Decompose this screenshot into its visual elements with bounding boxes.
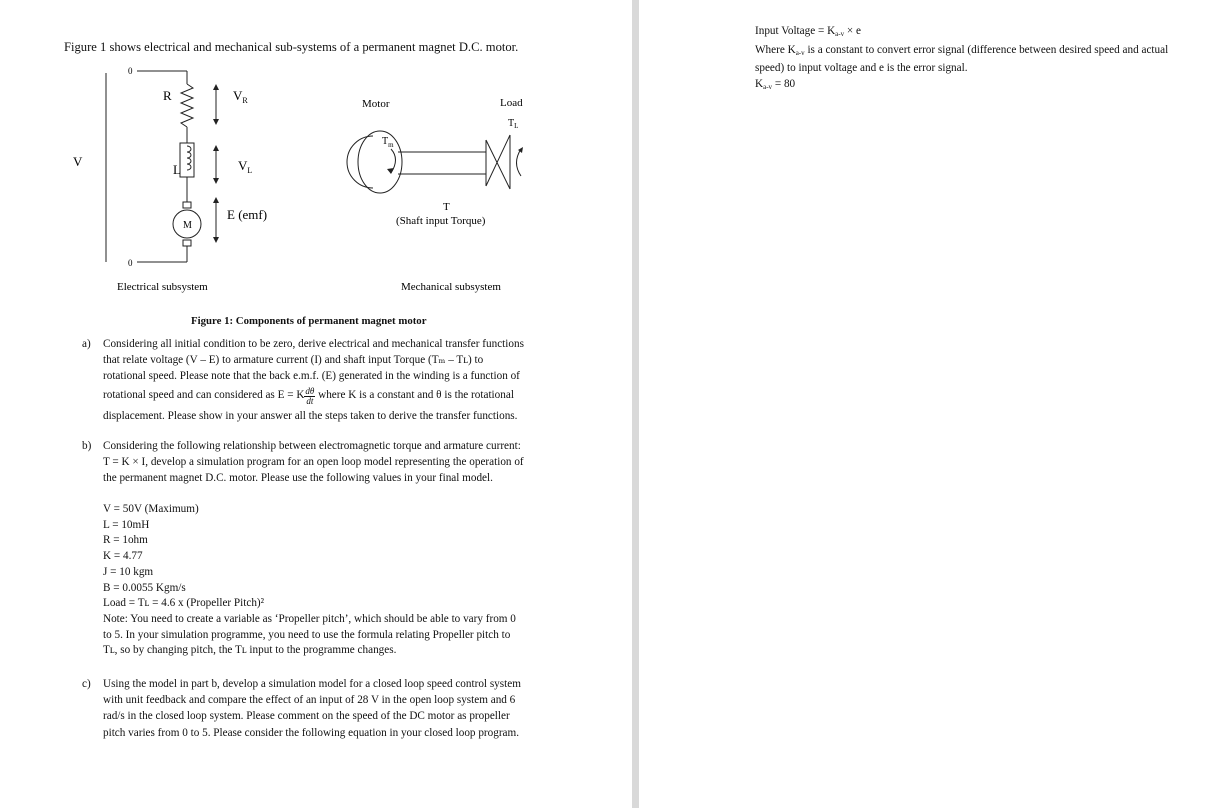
figure-caption: Figure 1: Components of permanent magnet motor <box>191 315 427 327</box>
question-b-line-3: the permanent magnet D.C. motor. Please use the following values in your final model. <box>103 472 493 485</box>
intro-text: Figure 1 shows electrical and mechanical sub-systems of a permanent magnet D.C. motor. <box>64 40 519 54</box>
term-bottom: 0 <box>128 258 133 268</box>
constant-explanation-line-2: speed) to input voltage and e is the error signal. <box>755 62 968 75</box>
question-c-line-4: pitch varies from 0 to 5. Please consider the following equation in your closed loop program. <box>103 726 520 739</box>
closed-loop-equation-block <box>755 24 1215 95</box>
question-c-line-2: with unit feedback and compare the effect of an input of 28 V in the open loop system and 6 <box>103 694 516 707</box>
param-r: R = 1ohm <box>103 534 148 547</box>
vr-label: $V_R$ <box>233 88 248 105</box>
document-page-right <box>639 0 1230 808</box>
tm-label: $T_m$ <box>382 136 394 149</box>
note-line-3: Tʟ, so by changing pitch, the Tʟ input to the programme changes. <box>103 644 397 657</box>
param-l: L = 10mH <box>103 518 150 531</box>
param-b: B = 0.0055 Kgm/s <box>103 581 186 594</box>
note-line-1: Note: You need to create a variable as ‘Propeller pitch’, which should be able to vary from 0 <box>103 612 516 625</box>
dtheta-dt-fraction: $\frac{d\theta}{dt}$ <box>305 385 315 406</box>
motor-label: Motor <box>362 98 390 110</box>
tl-label: $T_L$ <box>508 118 519 130</box>
question-a <box>82 336 562 424</box>
param-j: J = 10 kgm <box>103 565 154 578</box>
question-a-line-4: rotational speed and can considered as E = K $\frac{d\theta}{dt}$ where K is a constant and θ is the rotational <box>103 385 514 406</box>
constant-value: $K_{a-v} = 80$ <box>755 77 796 91</box>
vl-label: $V_L$ <box>238 158 253 175</box>
param-v: V = 50V (Maximum) <box>103 503 199 515</box>
question-c-line-3: rad/s in the closed loop system. Please comment on the speed of the DC motor as propeller <box>103 710 510 723</box>
question-c <box>82 676 562 741</box>
question-a-line-1: Considering all initial condition to be zero, derive electrical and mechanical transfer functions <box>103 338 524 350</box>
question-b-label: b) <box>82 440 92 452</box>
r-label: R <box>163 88 172 103</box>
load-label: Load <box>500 97 523 109</box>
question-b <box>82 438 562 487</box>
motor-figure <box>0 0 632 300</box>
question-b-line-2: T = K × I, develop a simulation program for an open loop model representing the operation of <box>103 456 524 469</box>
note-line-2: to 5. In your simulation programme, you need to use the formula relating Propeller pitch to <box>103 628 511 641</box>
param-load: Load = Tʟ = 4.6 x (Propeller Pitch)² <box>103 597 265 610</box>
shaft-label: (Shaft input Torque) <box>396 215 486 227</box>
parameter-list <box>103 502 516 659</box>
input-voltage-equation: Input Voltage = $K_{a-v} \times e$ <box>755 25 861 38</box>
constant-explanation-line-1: Where $K_{a-v}$ is a constant to convert error signal (difference between desired speed and actual <box>755 43 1169 57</box>
v-label: V <box>73 154 83 169</box>
t-label: T <box>443 201 450 213</box>
term-top: 0 <box>128 66 133 76</box>
question-c-label: c) <box>82 678 91 690</box>
electrical-subsystem-label: Electrical subsystem <box>117 281 208 293</box>
question-c-line-1: Using the model in part b, develop a simulation model for a closed loop speed control system <box>103 678 521 690</box>
param-k: K = 4.77 <box>103 550 143 563</box>
emf-label: E (emf) <box>227 207 268 222</box>
question-a-line-2: that relate voltage (V – E) to armature current (I) and shaft input Torque (Tₘ – Tʟ) to <box>103 354 484 367</box>
question-b-line-1: Considering the following relationship between electromagnetic torque and armature current: <box>103 440 521 452</box>
question-a-line-3: rotational speed. Please note that the back e.m.f. (E) generated in the winding is a function of <box>103 370 520 383</box>
question-a-label: a) <box>82 338 91 350</box>
l-label: L <box>173 162 181 177</box>
m-label: M <box>183 220 192 231</box>
mechanical-subsystem-label: Mechanical subsystem <box>401 281 501 293</box>
question-a-line-5: displacement. Please show in your answer all the steps taken to derive the transfer functions. <box>103 409 518 422</box>
